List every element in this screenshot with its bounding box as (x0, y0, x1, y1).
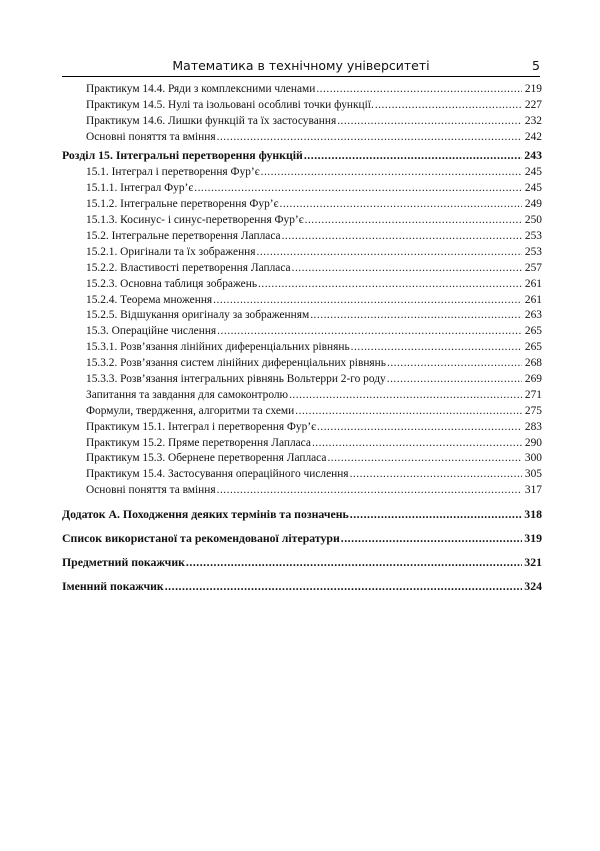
toc-entry-page: 317 (524, 484, 542, 497)
dot-leader (317, 420, 522, 436)
toc-entry-label: 15.3. Операційне числення (86, 325, 217, 338)
toc-entry-label: 15.3.1. Розв’язання лінійних диференціальних рівнянь (86, 341, 350, 354)
dot-leader (257, 245, 522, 261)
toc-entry-label: Запитання та завдання для самоконтролю (86, 388, 289, 401)
toc-entry-page: 249 (524, 198, 542, 211)
toc-entry-label: 15.3.3. Розв’язання інтегральних рівнянь Вольтерри 2-го роду (86, 373, 386, 386)
toc-entry-page: 227 (524, 98, 542, 111)
dot-leader (327, 451, 522, 467)
toc-entry-label: Практикум 15.1. Інтеграл і перетворення Фур’є (86, 420, 317, 433)
toc-entry-page: 324 (524, 578, 542, 593)
toc-entry (62, 82, 542, 98)
toc-entry-page: 283 (524, 420, 542, 433)
toc-entry-label: Практикум 15.2. Пряме перетворення Лапласа (86, 436, 311, 449)
dot-leader (258, 277, 522, 293)
toc-entry-label: 15.2. Інтегральне перетворення Лапласа (86, 230, 281, 243)
toc-entry (62, 277, 542, 293)
toc-entry-page: 305 (524, 468, 542, 481)
toc-entry (62, 436, 542, 452)
toc-entry-label: Предметний покажчик (62, 554, 185, 569)
toc-entry-page: 243 (524, 147, 542, 162)
toc-entry-label: Додаток А. Походження деяких термінів та позначень (62, 507, 349, 522)
toc-entry (62, 293, 542, 309)
dot-leader (217, 324, 522, 340)
dot-leader (213, 293, 522, 309)
dot-leader (316, 82, 522, 98)
dot-leader (194, 181, 522, 197)
dot-leader (282, 229, 522, 245)
dot-leader (387, 356, 522, 372)
toc-entry-page: 242 (524, 130, 542, 143)
toc-entry-label: 15.1.2. Інтегральне перетворення Фур’є (86, 198, 279, 211)
toc-entry (62, 229, 542, 245)
toc-entry-label: Іменний покажчик (62, 578, 164, 593)
toc-entry-label: 15.1.3. Косинус- і синус-перетворення Фур’є (86, 214, 304, 227)
toc-entry (62, 114, 542, 130)
dot-leader (295, 404, 522, 420)
page-number: 5 (532, 58, 540, 73)
dot-leader (387, 372, 522, 388)
dot-leader (186, 555, 522, 571)
toc-entry-page: 245 (524, 182, 542, 195)
toc-entry-page: 271 (524, 388, 542, 401)
toc-entry-page: 261 (524, 293, 542, 306)
dot-leader (350, 507, 522, 523)
dot-leader (279, 197, 522, 213)
toc-entry-label: 15.2.3. Основна таблиця зображень (86, 277, 258, 290)
toc-entry (62, 451, 542, 467)
toc-entry-page: 321 (524, 554, 542, 569)
toc-entry-page: 269 (524, 373, 542, 386)
toc-entry-page: 319 (524, 531, 542, 546)
toc-entry (62, 181, 542, 197)
toc-entry-label: 15.2.1. Оригінали та їх зображення (86, 245, 256, 258)
toc-entry-label: 15.1.1. Інтеграл Фур’є (86, 182, 194, 195)
toc-entry (62, 388, 542, 404)
dot-leader (261, 165, 522, 181)
dot-leader (305, 213, 522, 229)
toc-entry (62, 197, 542, 213)
toc-entry-page: 265 (524, 341, 542, 354)
toc-entry (62, 467, 542, 483)
toc-entry-page: 318 (524, 507, 542, 522)
toc-entry (62, 98, 542, 114)
toc-entry-label: 15.1. Інтеграл і перетворення Фур’є (86, 166, 260, 179)
toc-entry (62, 404, 542, 420)
dot-leader (292, 261, 522, 277)
dot-leader (312, 436, 522, 452)
toc-entry-label: Основні поняття та вміння (86, 484, 216, 497)
toc-entry-label: Формули, твердження, алгоритми та схеми (86, 404, 295, 417)
dot-leader (337, 114, 522, 130)
dot-leader (351, 340, 522, 356)
dot-leader (310, 308, 522, 324)
toc-entry-page: 250 (524, 214, 542, 227)
toc-entry (62, 420, 542, 436)
toc-entry-label: 15.3.2. Розв’язання систем лінійних диференціальних рівнянь (86, 357, 386, 370)
toc-entry-page: 245 (524, 166, 542, 179)
toc-entry (62, 213, 542, 229)
toc-entry-page: 253 (524, 230, 542, 243)
toc-entry-page: 257 (524, 261, 542, 274)
toc-entry-page: 265 (524, 325, 542, 338)
toc-entry (62, 372, 542, 388)
toc-entry (62, 340, 542, 356)
toc-appendix-entry (62, 507, 542, 523)
toc-bibliography-entry (62, 531, 542, 547)
toc-entry-label: Практикум 14.5. Нулі та ізольовані особливі точки функції. (86, 98, 374, 111)
toc-entry-label: 15.2.4. Теорема множення (86, 293, 213, 306)
toc-entry-label: Практикум 14.4. Ряди з комплексними членами (86, 83, 316, 95)
toc-entry-page: 268 (524, 357, 542, 370)
dot-leader (165, 579, 522, 595)
toc-entry (62, 324, 542, 340)
toc-entry-page: 275 (524, 404, 542, 417)
toc-entry (62, 261, 542, 277)
toc-entry-label: Основні поняття та вміння (86, 130, 216, 143)
toc-entry (62, 483, 542, 499)
toc-entry-label: Розділ 15. Інтегральні перетворення функцій (62, 147, 303, 162)
toc-entry-label: Список використаної та рекомендованої літератури (62, 531, 340, 546)
dot-leader (217, 483, 522, 499)
toc-entry-page: 300 (524, 452, 542, 465)
toc-entry (62, 130, 542, 146)
toc-entry (62, 356, 542, 372)
toc-entry-label: Практикум 15.3. Обернене перетворення Лапласа (86, 452, 327, 465)
toc-entry-label: 15.2.5. Відшукання оригіналу за зображенням (86, 309, 310, 322)
toc-subject-index-entry (62, 555, 542, 571)
toc-entry-page: 290 (524, 436, 542, 449)
toc-entry (62, 245, 542, 261)
toc-entry-label: Практикум 15.4. Застосування операційного числення (86, 468, 349, 481)
toc-entry-page: 219 (524, 83, 542, 95)
toc-entry (62, 308, 542, 324)
dot-leader (350, 467, 522, 483)
toc-entry-page: 232 (524, 114, 542, 127)
toc-entry (62, 165, 542, 181)
toc-entry-label: 15.2.2. Властивості перетворення Лапласа (86, 261, 291, 274)
toc-entry-page: 261 (524, 277, 542, 290)
dot-leader (304, 148, 522, 164)
dot-leader (341, 531, 522, 547)
dot-leader (217, 130, 522, 146)
dot-leader (375, 98, 522, 114)
toc-entry-label: Практикум 14.6. Лишки функцій та їх застосування (86, 114, 337, 127)
toc-name-index-entry (62, 579, 542, 595)
book-title: Математика в технічному університеті (172, 58, 430, 73)
toc-entry-page: 253 (524, 245, 542, 258)
dot-leader (289, 388, 522, 404)
toc-chapter-entry (62, 148, 542, 164)
running-header (62, 56, 540, 77)
toc-entry-page: 263 (524, 309, 542, 322)
table-of-contents (62, 82, 542, 595)
